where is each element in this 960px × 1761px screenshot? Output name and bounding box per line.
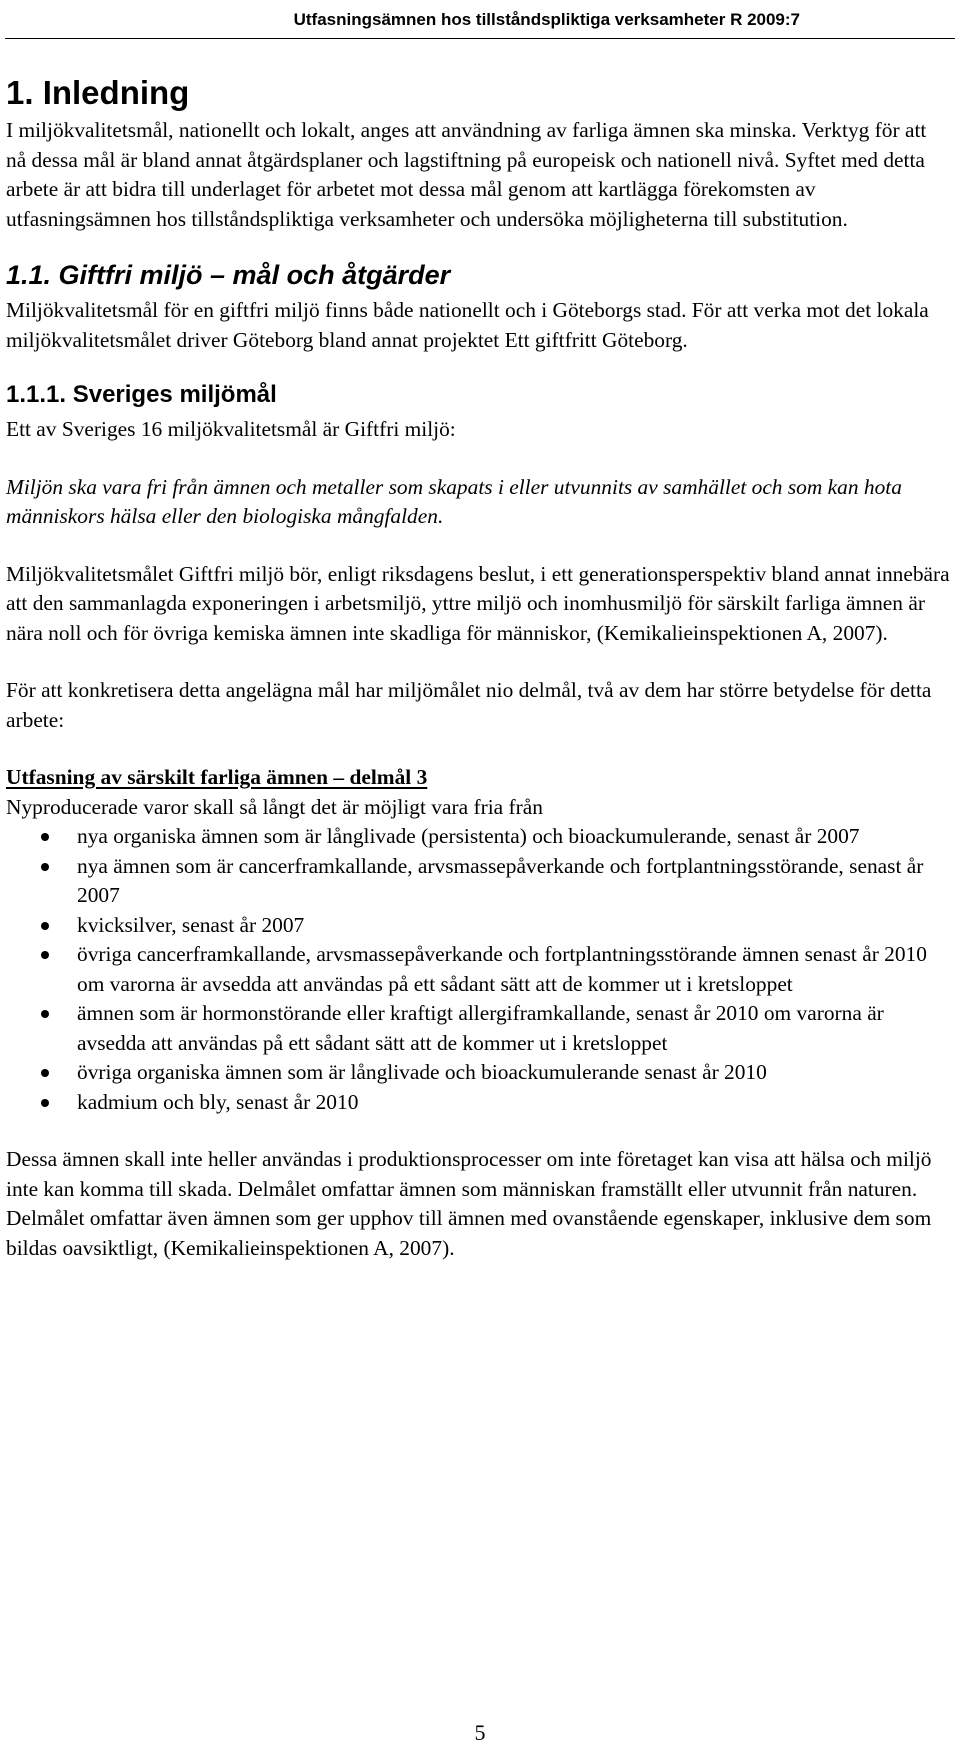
header-divider: [5, 38, 955, 39]
running-header: Utfasningsämnen hos tillståndspliktiga verksamheter R 2009:7: [293, 10, 800, 29]
list-item: kadmium och bly, senast år 2010: [6, 1088, 951, 1118]
paragraph-miljokvalitetsmalet: Miljökvalitetsmålet Giftfri miljö bör, enligt riksdagens beslut, i ett generationsperspektiv bland annat innebära att den sammanlagda exponeringen i arbetsmiljö, yttre miljö och inomhusmiljö för särskilt farliga ämnen är nära noll och för övriga kemiska ämnen inte skadliga för människor, (Kemikalieinspektionen A, 2007).: [6, 561, 950, 645]
list-item: kvicksilver, senast år 2007: [6, 911, 951, 941]
bullet-icon: [41, 951, 49, 959]
list-item: övriga organiska ämnen som är långlivade och bioackumulerande senast år 2010: [6, 1058, 951, 1088]
bullet-icon: [41, 833, 49, 841]
list-item: ämnen som är hormonstörande eller kraftigt allergiframkallande, senast år 2010 om varorna är avsedda att användas på ett sådant sätt att de kommer ut i kretsloppet: [6, 999, 951, 1058]
heading-giftfri-miljo: 1.1. Giftfri miljö – mål och åtgärder: [6, 260, 451, 290]
list-item: nya organiska ämnen som är långlivade (persistenta) och bioackumulerande, senast år 2007: [6, 822, 951, 852]
bullet-icon: [41, 922, 49, 930]
bullet-icon: [41, 863, 49, 871]
bullet-icon: [41, 1069, 49, 1077]
list-item: nya ämnen som är cancerframkallande, arvsmassepåverkande och fortplantningsstörande, senast år 2007: [6, 852, 951, 911]
bullet-list-delmal-3: [6, 822, 951, 1117]
bullet-icon: [41, 1099, 49, 1107]
paragraph-delmal-closing: Dessa ämnen skall inte heller användas i produktionsprocesser om inte företaget kan visa att hälsa och miljö inte kan komma till skada. Delmålet omfattar ämnen som människan framställt eller utvunnit från naturen. Delmålet omfattar även ämnen som ger upphov till ämnen med ovanstående egenskaper, inklusive dem som bildas oavsiktligt, (Kemikalieinspektionen A, 2007).: [6, 1147, 932, 1260]
page-content: [6, 74, 951, 1263]
paragraph-delmal-intro: För att konkretisera detta angelägna mål har miljömålet nio delmål, två av dem har större betydelse för detta arbete:: [6, 678, 932, 732]
subheading-delmal-3: Utfasning av särskilt farliga ämnen – delmål 3: [6, 765, 428, 789]
list-item: övriga cancerframkallande, arvsmassepåverkande och fortplantningsstörande ämnen senast år 2010 om varorna är avsedda att användas på ett sådant sätt att de kommer ut i kretsloppet: [6, 940, 951, 999]
paragraph-delmal-lead: Nyproducerade varor skall så långt det är möjligt vara fria från: [6, 794, 543, 819]
paragraph-giftfri-miljo: Miljökvalitetsmål för en giftfri miljö finns både nationellt och i Göteborgs stad. För att verka mot det lokala miljökvalitetsmålet driver Göteborg bland annat projektet Ett giftfritt Göteborg.: [6, 298, 929, 352]
quote-giftfri-miljo: Miljön ska vara fri från ämnen och metaller som skapats i eller utvunnits av samhället och som kan hota människors hälsa eller den biologiska mångfalden.: [6, 474, 902, 528]
paragraph-miljomal-intro: Ett av Sveriges 16 miljökvalitetsmål är Giftfri miljö:: [6, 417, 456, 441]
heading-inledning: 1. Inledning: [6, 74, 190, 111]
paragraph-inledning: I miljökvalitetsmål, nationellt och lokalt, anges att användning av farliga ämnen ska minska. Verktyg för att nå dessa mål är bland annat åtgärdsplaner och lagstiftning på europeisk och nationell nivå. Syftet med detta arbete är att bidra till underlaget för arbetet mot dessa mål genom att kartlägga förekomsten av utfasningsämnen hos tillståndspliktiga verksamheter och undersöka möjligheterna till substitution.: [6, 118, 927, 231]
page-number: 5: [474, 1720, 486, 1745]
heading-sveriges-miljomal: 1.1.1. Sveriges miljömål: [6, 381, 277, 408]
bullet-icon: [41, 1010, 49, 1018]
